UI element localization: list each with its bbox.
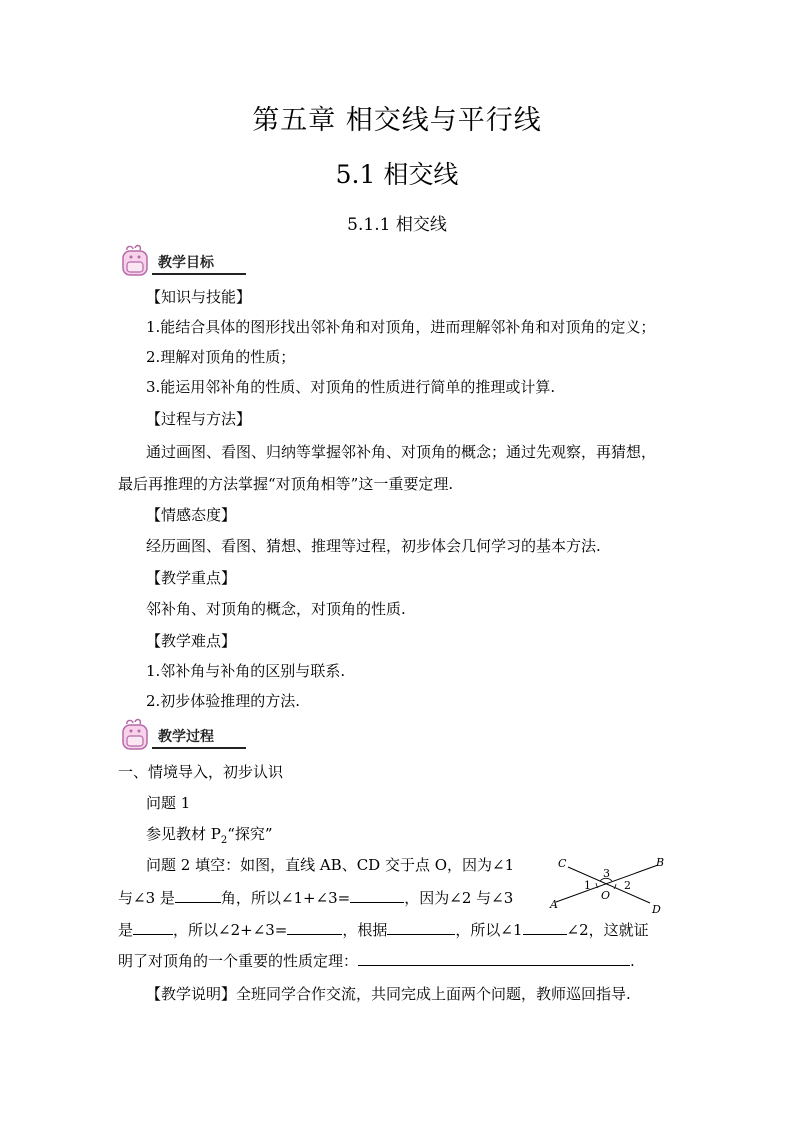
difficulty-item: 1.邻补角与补角的区别与联系.	[146, 662, 346, 680]
point-a-label: A	[550, 898, 558, 911]
teaching-note-text: 全班同学合作交流，共同完成上面两个问题，教师巡回指导.	[236, 985, 631, 1003]
knowledge-heading: 【知识与技能】	[146, 288, 252, 306]
answer-blank[interactable]	[358, 950, 630, 966]
point-o-label: O	[601, 889, 611, 902]
answer-blank[interactable]	[350, 887, 404, 903]
part1-heading: 一、情境导入，初步认识	[118, 763, 284, 781]
backpack-icon	[118, 718, 154, 754]
answer-blank[interactable]	[133, 919, 173, 935]
key-text: 邻补角、对顶角的概念，对顶角的性质.	[146, 600, 406, 618]
answer-blank[interactable]	[175, 887, 221, 903]
knowledge-item: 3.能运用邻补角的性质、对顶角的性质进行简单的推理或计算.	[146, 378, 556, 396]
method-text: 最后再推理的方法掌握“对顶角相等”这一重要定理.	[118, 475, 454, 493]
question-1-text: 参见教材 $P_2“$探究”	[146, 825, 273, 846]
point-c-label: C	[558, 857, 567, 870]
angle-1-label: 1	[584, 879, 591, 892]
process-banner	[118, 718, 248, 754]
angle-3-label: 3	[603, 867, 610, 880]
attitude-heading: 【情感态度】	[146, 506, 237, 524]
chapter-title: 第五章 相交线与平行线	[252, 105, 542, 136]
method-heading: 【过程与方法】	[146, 410, 252, 428]
teaching-note	[146, 983, 631, 1005]
angle-2-label: 2	[624, 879, 631, 892]
goals-banner	[118, 244, 248, 280]
teaching-note-heading: 【教学说明】	[146, 985, 237, 1003]
difficulty-heading: 【教学难点】	[146, 632, 237, 650]
question-2-line: 明了对顶角的一个重要的性质定理： .	[118, 952, 635, 970]
process-banner-label: 教学过程	[152, 728, 246, 749]
question-2-line: 与∠3 是 角，所以∠1+∠3= ，因为∠2 与∠3	[118, 889, 514, 907]
question-1-label: 问题 1	[146, 794, 191, 812]
subsection-title: 5.1.1 相交线	[347, 215, 447, 235]
goals-banner-label: 教学目标	[152, 254, 246, 275]
answer-blank[interactable]	[523, 919, 567, 935]
key-heading: 【教学重点】	[146, 569, 237, 587]
attitude-text: 经历画图、看图、猜想、推理等过程，初步体会几何学习的基本方法.	[146, 537, 601, 555]
method-text: 通过画图、看图、归纳等掌握邻补角、对顶角的概念；通过先观察，再猜想，	[146, 443, 657, 461]
section-title: 5.1 相交线	[335, 160, 459, 189]
knowledge-item: 1.能结合具体的图形找出邻补角和对顶角，进而理解邻补角和对顶角的定义；	[146, 318, 656, 336]
backpack-icon	[118, 244, 154, 280]
question-2-line: 是 ，所以∠2+∠3= ，根据 ，所以∠1 ∠2，这就证	[118, 921, 649, 939]
knowledge-item: 2.理解对顶角的性质；	[146, 348, 296, 366]
difficulty-item: 2.初步体验推理的方法.	[146, 692, 301, 710]
question-2-line: 问题 2 填空：如图，直线 AB、CD 交于点 O，因为∠1	[146, 856, 515, 874]
answer-blank[interactable]	[387, 919, 455, 935]
answer-blank[interactable]	[287, 919, 342, 935]
point-d-label: D	[652, 903, 661, 914]
intersecting-lines-figure	[548, 854, 674, 914]
point-b-label: B	[656, 856, 665, 869]
